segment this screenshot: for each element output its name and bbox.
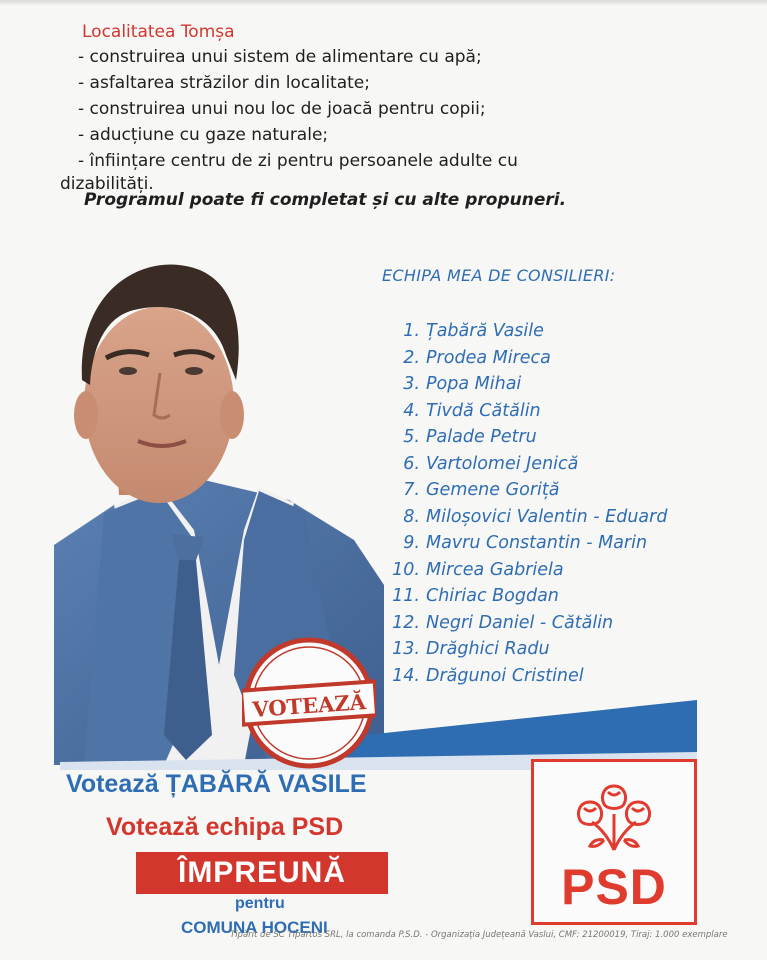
member-number: 8. [403,506,420,527]
member-name: Țabără Vasile [426,321,544,341]
team-member [392,398,667,425]
team-member [392,557,667,584]
member-number: 3. [403,374,420,394]
team-member [392,451,667,478]
member-number: 6. [403,453,420,474]
team-member [392,530,667,557]
member-number: 12. [392,612,420,633]
commune-label: COMUNA HOCENI [181,918,328,937]
roses-icon [534,762,694,862]
team-member [392,424,667,451]
member-number: 5. [403,427,420,447]
vote-team-slogan: Votează echipa PSD [106,813,344,841]
member-name: Gemene Goriță [426,480,560,500]
member-name: Miloșovici Valentin - Eduard [426,506,668,527]
member-name: Mircea Gabriela [426,559,564,580]
member-number: 13. [392,639,420,659]
vote-candidate-slogan: Votează ȚABĂRĂ VASILE [66,770,367,798]
member-name: Palade Petru [426,427,537,447]
member-name: Prodea Mireca [426,347,551,368]
member-name: Tivdă Cătălin [426,400,541,421]
member-number: 14. [392,665,420,686]
member-number: 11. [392,586,420,606]
program-item-continuation: dizabilități. [60,174,154,194]
together-banner: ÎMPREUNĂ [136,852,388,894]
member-name: Drăgunoi Cristinel [426,665,584,686]
member-number: 1. [403,321,420,341]
program-item: - asfaltarea străzilor din localitate; [78,73,370,93]
member-number: 9. [403,533,420,553]
team-heading: ECHIPA MEA DE CONSILIERI: [382,266,616,285]
program-item: - aducțiune cu gaze naturale; [78,125,329,145]
team-member [392,345,667,372]
program-item: - construirea unui sistem de alimentare cu apă; [78,47,482,67]
program-item: - construirea unui nou loc de joacă pentru copii; [78,99,486,119]
member-number: 2. [403,347,420,368]
team-member [392,663,667,690]
member-name: Vartolomei Jenică [426,453,579,474]
member-number: 4. [403,400,420,421]
member-number: 7. [403,480,420,500]
member-name: Popa Mihai [426,374,522,394]
stamp-text: VOTEAZĂ [251,689,367,722]
program-list [78,44,518,174]
team-member [392,583,667,610]
member-name: Chiriac Bogdan [426,586,559,606]
member-number: 10. [392,559,420,580]
member-name: Drăghici Radu [426,639,550,659]
team-list [392,318,667,689]
team-member [392,610,667,637]
vote-stamp [242,636,376,770]
scan-top-edge [0,0,767,6]
team-member [392,318,667,345]
program-note: Programul poate fi completat și cu alte propuneri. [84,190,567,210]
program-item: - înființare centru de zi pentru persoanele adulte cu [78,151,518,171]
member-name: Mavru Constantin - Marin [426,533,648,553]
team-member [392,371,667,398]
for-label: pentru [235,895,285,912]
psd-logo-text: PSD [561,859,667,915]
team-member [392,504,667,531]
imprint-text: Tipărit de SC Tipartos SRL, la comanda P.S.D. - Organizația Județeană Vaslui, CMF: 21200019, Tiraj: 1.000 exemplare [230,930,728,940]
program-title: Localitatea Tomșa [82,22,235,42]
psd-logo [531,759,697,925]
team-member [392,636,667,663]
team-member [392,477,667,504]
member-name: Negri Daniel - Cătălin [426,612,614,633]
